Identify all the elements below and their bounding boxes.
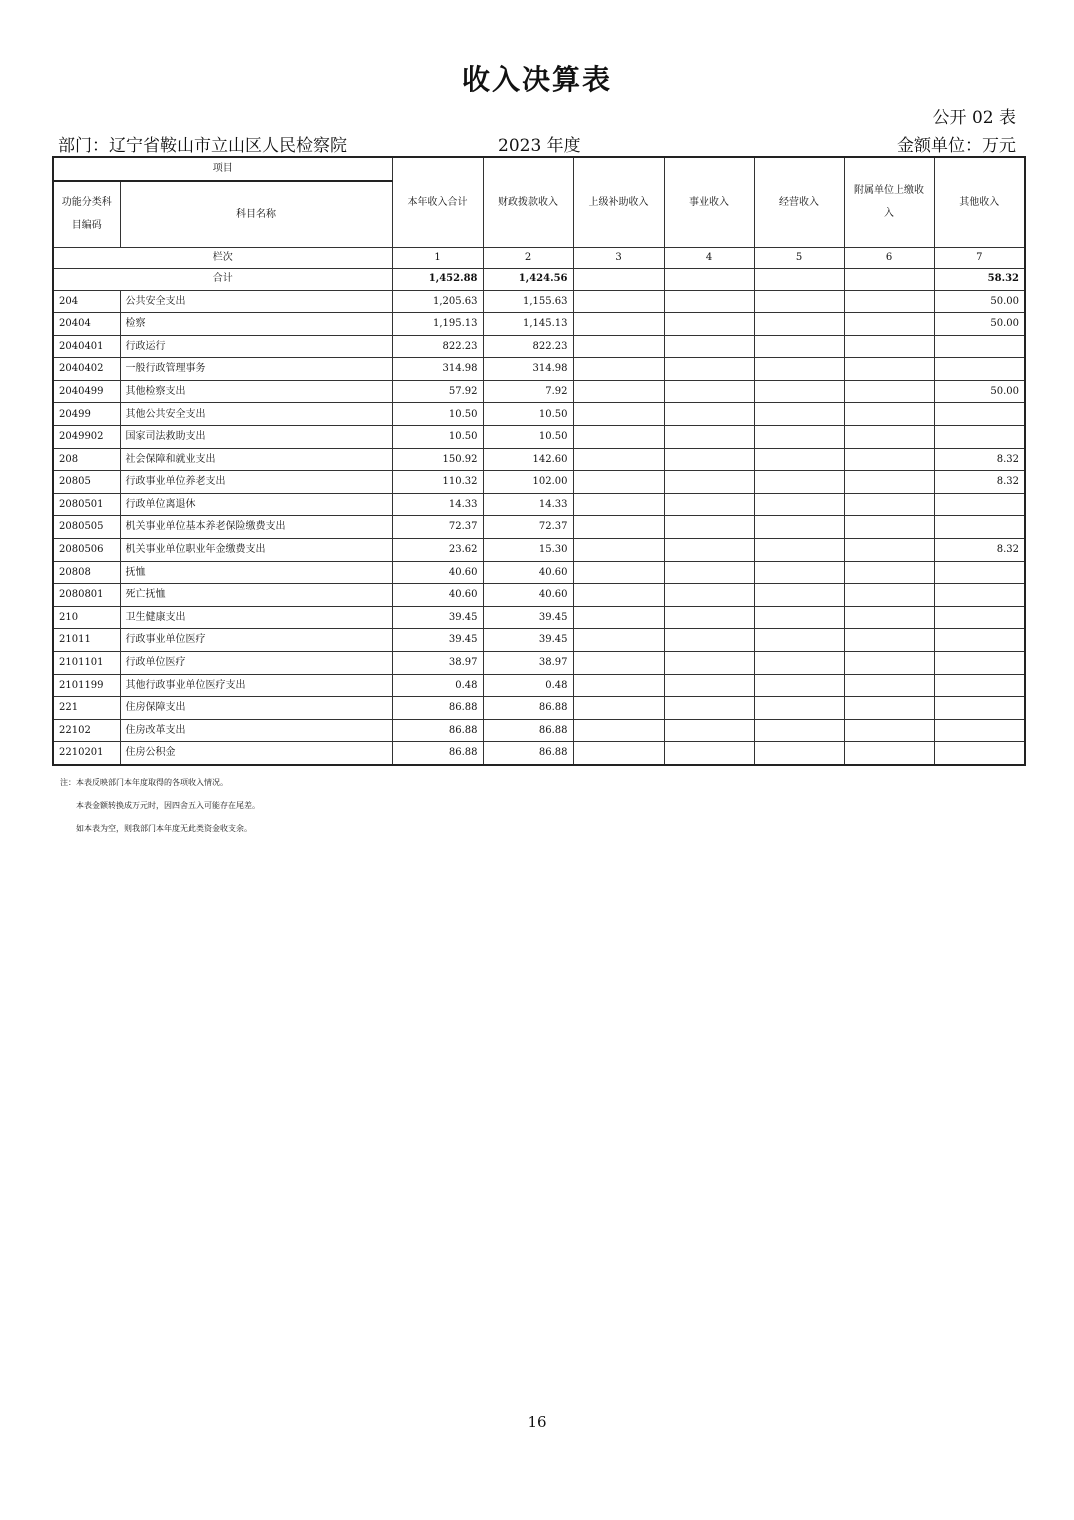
subject-name: 卫生健康支出 [120,606,392,629]
amount-cell [573,448,664,471]
subject-code: 2210201 [53,742,120,765]
amount-cell [664,313,754,336]
amount-cell: 40.60 [392,561,483,584]
amount-cell: 314.98 [392,358,483,381]
amount-cell [573,719,664,742]
subject-name: 行政运行 [120,335,392,358]
table-row [53,742,1025,765]
amount-cell [573,539,664,562]
amount-cell [573,629,664,652]
amount-cell [934,358,1025,381]
amount-cell: 39.45 [483,629,573,652]
amount-cell [934,426,1025,449]
amount-cell [573,652,664,675]
amount-cell [573,471,664,494]
amount-cell [573,606,664,629]
amount-cell [664,471,754,494]
amount-cell [844,448,934,471]
table-row [53,584,1025,607]
amount-cell [664,380,754,403]
amount-cell: 822.23 [392,335,483,358]
lanci-row [53,247,1025,268]
amount-cell: 15.30 [483,539,573,562]
amount-cell [844,471,934,494]
amount-cell: 38.97 [483,652,573,675]
amount-cell [754,358,844,381]
amount-cell: 102.00 [483,471,573,494]
subject-name: 国家司法救助支出 [120,426,392,449]
lanci-number: 1 [392,247,483,268]
amount-cell [844,426,934,449]
amount-cell [573,584,664,607]
table-row [53,426,1025,449]
header-col-1: 本年收入合计 [392,157,483,247]
amount-cell: 38.97 [392,652,483,675]
table-row [53,561,1025,584]
amount-cell [844,335,934,358]
amount-cell: 8.32 [934,448,1025,471]
subject-name: 行政事业单位养老支出 [120,471,392,494]
amount-cell [934,493,1025,516]
amount-cell [573,493,664,516]
table-row [53,516,1025,539]
amount-cell: 40.60 [392,584,483,607]
income-final-accounts-table [52,156,1026,766]
subject-code: 204 [53,290,120,313]
amount-cell [844,584,934,607]
form-number: 公开 02 表 [932,108,1016,128]
table-row [53,290,1025,313]
amount-cell [754,426,844,449]
amount-cell: 150.92 [392,448,483,471]
total-value [844,268,934,290]
amount-cell [844,358,934,381]
subject-code: 2080505 [53,516,120,539]
table-row [53,313,1025,336]
subject-name: 行政事业单位医疗 [120,629,392,652]
total-value [664,268,754,290]
amount-cell: 40.60 [483,584,573,607]
amount-cell: 50.00 [934,290,1025,313]
amount-cell [573,561,664,584]
amount-cell [664,493,754,516]
amount-cell: 72.37 [483,516,573,539]
subject-name: 机关事业单位职业年金缴费支出 [120,539,392,562]
header-col-6: 附属单位上缴收入 [844,157,934,247]
amount-cell [754,403,844,426]
table-row [53,606,1025,629]
amount-cell [664,358,754,381]
amount-cell: 10.50 [392,426,483,449]
amount-cell: 1,155.63 [483,290,573,313]
amount-cell: 57.92 [392,380,483,403]
amount-cell: 822.23 [483,335,573,358]
amount-cell [844,697,934,720]
subject-name: 其他公共安全支出 [120,403,392,426]
total-label: 合计 [53,268,392,290]
amount-cell [844,674,934,697]
amount-cell [934,674,1025,697]
amount-cell [664,606,754,629]
subject-name: 住房改革支出 [120,719,392,742]
subject-name: 社会保障和就业支出 [120,448,392,471]
header-code-col: 功能分类科目编码 [53,181,120,247]
total-value: 58.32 [934,268,1025,290]
subject-name: 行政单位医疗 [120,652,392,675]
fiscal-year-label: 2023 年度 [498,136,581,156]
subject-code: 210 [53,606,120,629]
subject-code: 20808 [53,561,120,584]
amount-cell [754,290,844,313]
amount-cell [573,742,664,765]
table-row [53,493,1025,516]
amount-cell [934,606,1025,629]
lanci-number: 7 [934,247,1025,268]
amount-cell: 10.50 [483,426,573,449]
amount-cell [573,674,664,697]
amount-cell: 14.33 [392,493,483,516]
note-line: 本表金额转换成万元时，因四舍五入可能存在尾差。 [76,801,260,810]
amount-cell [754,493,844,516]
subject-code: 2049902 [53,426,120,449]
subject-name: 其他检察支出 [120,380,392,403]
subject-name: 其他行政事业单位医疗支出 [120,674,392,697]
amount-cell [934,652,1025,675]
amount-cell: 39.45 [392,606,483,629]
subject-code: 208 [53,448,120,471]
header-name-col: 科目名称 [120,181,392,247]
note-line: 如本表为空，则我部门本年度无此类资金收支余。 [76,824,252,833]
amount-cell [844,742,934,765]
amount-cell [664,403,754,426]
amount-cell [664,335,754,358]
subject-code: 221 [53,697,120,720]
subject-code: 2101199 [53,674,120,697]
table-row [53,674,1025,697]
subject-code: 21011 [53,629,120,652]
amount-cell [844,652,934,675]
amount-cell: 72.37 [392,516,483,539]
subject-name: 一般行政管理事务 [120,358,392,381]
subject-name: 住房公积金 [120,742,392,765]
amount-cell [844,561,934,584]
amount-cell [754,629,844,652]
amount-cell [573,697,664,720]
amount-cell [844,403,934,426]
amount-cell [573,426,664,449]
lanci-number: 2 [483,247,573,268]
amount-cell [844,380,934,403]
amount-cell: 7.92 [483,380,573,403]
subject-code: 20404 [53,313,120,336]
amount-cell [573,290,664,313]
subject-code: 2040401 [53,335,120,358]
amount-cell [844,290,934,313]
amount-cell: 8.32 [934,539,1025,562]
amount-cell [754,313,844,336]
amount-cell [844,606,934,629]
amount-cell: 142.60 [483,448,573,471]
amount-cell: 86.88 [392,742,483,765]
amount-cell: 8.32 [934,471,1025,494]
table-row [53,719,1025,742]
amount-cell [754,335,844,358]
amount-cell [754,561,844,584]
amount-cell: 0.48 [392,674,483,697]
header-col-7: 其他收入 [934,157,1025,247]
amount-cell: 40.60 [483,561,573,584]
amount-cell: 23.62 [392,539,483,562]
amount-cell: 50.00 [934,313,1025,336]
amount-cell: 1,145.13 [483,313,573,336]
page-number: 16 [527,1413,547,1431]
amount-cell [573,335,664,358]
subject-code: 2080501 [53,493,120,516]
amount-cell [934,561,1025,584]
amount-cell: 39.45 [392,629,483,652]
table-row [53,403,1025,426]
amount-cell [664,516,754,539]
lanci-number: 4 [664,247,754,268]
page-title: 收入决算表 [461,63,612,96]
amount-cell [934,697,1025,720]
amount-cell [754,448,844,471]
total-value: 1,424.56 [483,268,573,290]
amount-cell [573,358,664,381]
subject-code: 20805 [53,471,120,494]
amount-cell: 1,195.13 [392,313,483,336]
lanci-label: 栏次 [53,247,392,268]
department-label: 部门：辽宁省鞍山市立山区人民检察院 [58,136,347,156]
amount-cell [664,652,754,675]
subject-code: 2080506 [53,539,120,562]
amount-cell [754,719,844,742]
subject-name: 检察 [120,313,392,336]
header-xiangmu: 项目 [53,157,392,181]
table-row [53,652,1025,675]
table-row [53,380,1025,403]
lanci-number: 6 [844,247,934,268]
subject-name: 住房保障支出 [120,697,392,720]
amount-cell: 39.45 [483,606,573,629]
subject-code: 2040402 [53,358,120,381]
amount-cell [844,516,934,539]
amount-cell: 10.50 [392,403,483,426]
amount-cell [664,448,754,471]
table-row [53,358,1025,381]
amount-cell: 14.33 [483,493,573,516]
amount-cell [844,313,934,336]
subject-name: 机关事业单位基本养老保险缴费支出 [120,516,392,539]
amount-unit-label: 金额单位：万元 [897,136,1016,156]
amount-cell [934,403,1025,426]
amount-cell [844,539,934,562]
amount-cell: 86.88 [483,742,573,765]
amount-cell [754,674,844,697]
table-row [53,471,1025,494]
amount-cell [844,719,934,742]
table-row [53,629,1025,652]
amount-cell [664,629,754,652]
amount-cell [754,742,844,765]
amount-cell [664,742,754,765]
amount-cell: 86.88 [392,719,483,742]
total-value: 1,452.88 [392,268,483,290]
subject-name: 行政单位离退休 [120,493,392,516]
amount-cell [664,539,754,562]
amount-cell: 314.98 [483,358,573,381]
subject-name: 公共安全支出 [120,290,392,313]
amount-cell [573,403,664,426]
amount-cell [664,561,754,584]
amount-cell [934,584,1025,607]
amount-cell: 50.00 [934,380,1025,403]
table-row [53,697,1025,720]
amount-cell: 86.88 [483,719,573,742]
amount-cell [934,516,1025,539]
lanci-number: 5 [754,247,844,268]
amount-cell [573,313,664,336]
amount-cell [664,674,754,697]
amount-cell [934,629,1025,652]
lanci-number: 3 [573,247,664,268]
amount-cell [573,516,664,539]
total-value [754,268,844,290]
header-col-4: 事业收入 [664,157,754,247]
amount-cell [754,584,844,607]
amount-cell [664,584,754,607]
table-row [53,539,1025,562]
amount-cell [754,606,844,629]
amount-cell [754,471,844,494]
subject-code: 20499 [53,403,120,426]
header-col-5: 经营收入 [754,157,844,247]
amount-cell: 1,205.63 [392,290,483,313]
header-col-2: 财政拨款收入 [483,157,573,247]
amount-cell [664,290,754,313]
amount-cell: 86.88 [483,697,573,720]
subject-code: 2080801 [53,584,120,607]
total-row [53,268,1025,290]
note-line: 注：本表反映部门本年度取得的各项收入情况。 [60,778,228,787]
amount-cell: 86.88 [392,697,483,720]
amount-cell: 10.50 [483,403,573,426]
amount-cell [934,719,1025,742]
amount-cell [754,539,844,562]
amount-cell: 110.32 [392,471,483,494]
notes [60,777,260,846]
header-col-3: 上级补助收入 [573,157,664,247]
amount-cell [754,652,844,675]
subject-code: 2040499 [53,380,120,403]
amount-cell: 0.48 [483,674,573,697]
subject-code: 2101101 [53,652,120,675]
amount-cell [934,742,1025,765]
total-value [573,268,664,290]
amount-cell [754,697,844,720]
subject-code: 22102 [53,719,120,742]
subject-name: 抚恤 [120,561,392,584]
amount-cell [844,629,934,652]
amount-cell [844,493,934,516]
amount-cell [754,516,844,539]
amount-cell [664,719,754,742]
subject-name: 死亡抚恤 [120,584,392,607]
amount-cell [754,380,844,403]
amount-cell [934,335,1025,358]
amount-cell [573,380,664,403]
table-row [53,335,1025,358]
amount-cell [664,426,754,449]
table-row [53,448,1025,471]
amount-cell [664,697,754,720]
